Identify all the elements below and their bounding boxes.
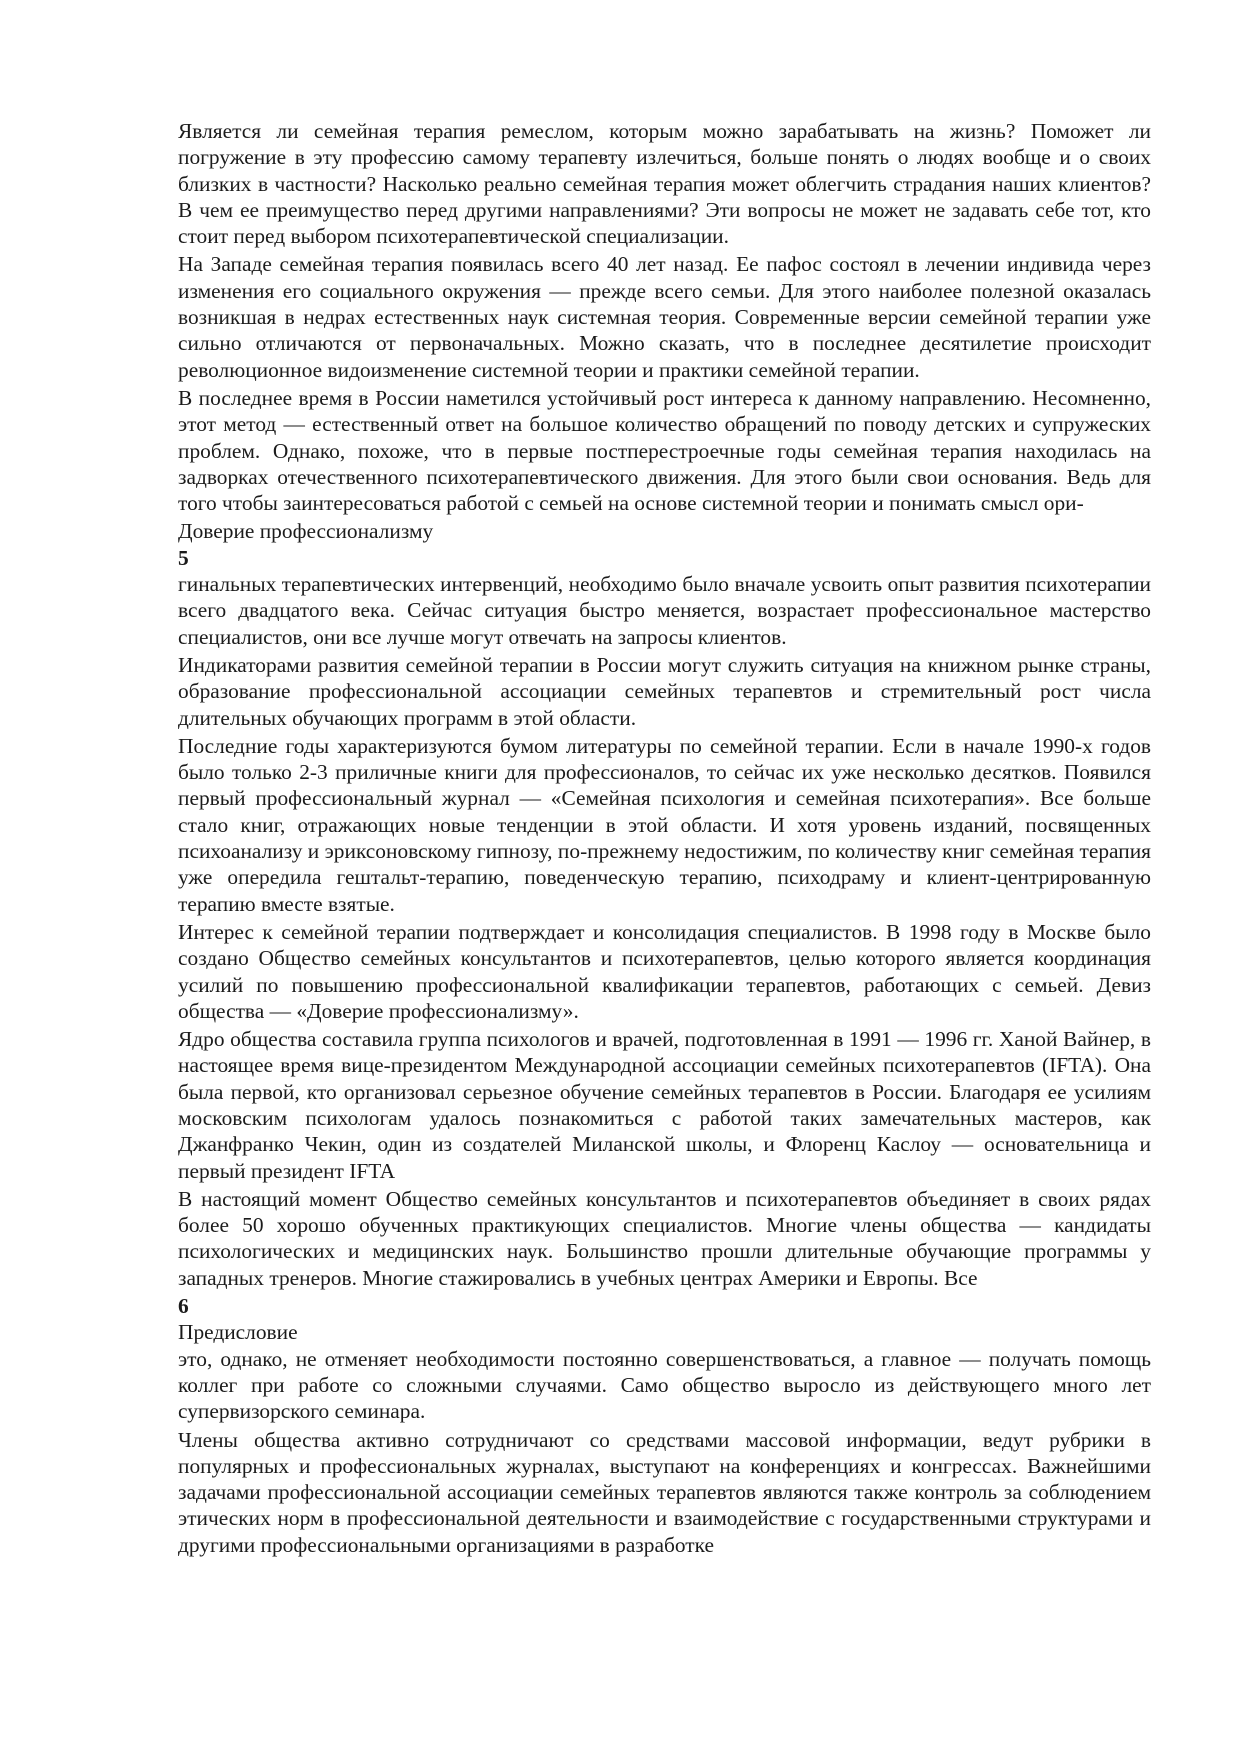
- paragraph: Индикаторами развития семейной терапии в России могут служить ситуация на книжном рынке страны, образование профессиональной ассоциации семейных терапевтов и стремительный рост числа длительных обучающих программ в этой области.: [178, 652, 1151, 730]
- paragraph: В последнее время в России наметился устойчивый рост интереса к данному направлению. Несомненно, этот метод — естественный ответ на большое количество обращений по поводу детских и супружеских проблем. Однако, похоже, что в первые постперестроечные годы семейная терапия находилась на задворках отечественного психотерапевтического движения. Для этого были свои основания. Ведь для того чтобы заинтересоваться работой с семьей на основе системной теории и понимать смысл ори-: [178, 385, 1151, 516]
- paragraph: Интерес к семейной терапии подтверждает и консолидация специалистов. В 1998 году в Москве было создано Общество семейных консультантов и психотерапевтов, целью которого является координация усилий по повышению профессиональной квалификации терапевтов, работающих с семьей. Девиз общества — «Доверие профессионализму».: [178, 919, 1151, 1023]
- page-number: 5: [178, 545, 189, 570]
- paragraph: В настоящий момент Общество семейных консультантов и психотерапевтов объединяет в своих рядах более 50 хорошо обученных практикующих специалистов. Многие члены общества — кандидаты психологических и медицинских наук. Большинство прошли длительные обучающие программы у западных тренеров. Многие стажировались в учебных центрах Америки и Европы. Все: [178, 1186, 1151, 1290]
- paragraph: Члены общества активно сотрудничают со средствами массовой информации, ведут рубрики в популярных и профессиональных журналах, выступают на конференциях и конгрессах. Важнейшими задачами профессиональной ассоциации семейных терапевтов являются также контроль за соблюдением этических норм в профессиональной деятельности и взаимодействие с государственными структурами и другими профессиональными организациями в разработке: [178, 1427, 1151, 1557]
- paragraph: гинальных терапевтических интервенций, необходимо было вначале усвоить опыт развития психотерапии всего двадцатого века. Сейчас ситуация быстро меняется, возрастает профессиональное мастерство специалистов, они все лучше могут отвечать на запросы клиентов.: [178, 572, 1151, 649]
- page-number: 6: [178, 1294, 189, 1319]
- paragraph: Последние годы характеризуются бумом литературы по семейной терапии. Если в начале 1990-х годов было только 2-3 приличные книги для профессионалов, то сейчас их уже несколько десятков. Появился первый профессиональный журнал — «Семейная психология и семейная психотерапия». Все больше стало книг, отражающих новые тенденции в этой области. И хотя уровень изданий, посвященных психоанализу и эриксоновскому гипнозу, по-прежнему недостижим, по количеству книг семейная терапия уже опередила гештальт-терапию, поведенческую терапию, психодраму и клиент-центрированную терапию вместе взятые.: [178, 733, 1151, 916]
- paragraph: На Западе семейная терапия появилась всего 40 лет назад. Ее пафос состоял в лечении индивида через изменения его социального окружения — прежде всего семьи. Для этого наиболее полезной оказалась возникшая в недрах естественных наук системная теория. Современные версии семейной терапии уже сильно отличаются от первоначальных. Можно сказать, что в последнее десятилетие происходит революционное видоизменение системной теории и практики семейной терапии.: [178, 252, 1151, 382]
- running-header: Доверие профессионализму: [178, 519, 434, 544]
- paragraph: это, однако, не отменяет необходимости постоянно совершенствоваться, а главное — получать помощь коллег при работе со сложными случаями. Само общество выросло из действующего много лет супервизорского семинара.: [178, 1346, 1151, 1424]
- paragraph: Ядро общества составила группа психологов и врачей, подготовленная в 1991 — 1996 гг. Ханой Вайнер, в настоящее время вице-президентом Международной ассоциации семейных психотерапевтов (IFTA). Она была первой, кто организовал серьезное обучение семейных терапевтов в России. Благодаря ее усилиям московским психологам удалось познакомиться с работой таких замечательных мастеров, как Джанфранко Чекин, один из создателей Миланской школы, и Флоренц Каслоу — основательница и первый президент IFTA: [178, 1027, 1151, 1183]
- paragraph: Является ли семейная терапия ремеслом, которым можно зарабатывать на жизнь? Поможет ли погружение в эту профессию самому терапевту излечиться, больше понять о людях вообще и о своих близких в частности? Насколько реально семейная терапия может облегчить страдания наших клиентов? В чем ее преимущество перед другими направлениями? Эти вопросы не может не задавать себе тот, кто стоит перед выбором психотерапевтической специализации.: [178, 119, 1151, 249]
- document-page: [178, 118, 1151, 1560]
- running-header: Предисловие: [178, 1320, 298, 1345]
